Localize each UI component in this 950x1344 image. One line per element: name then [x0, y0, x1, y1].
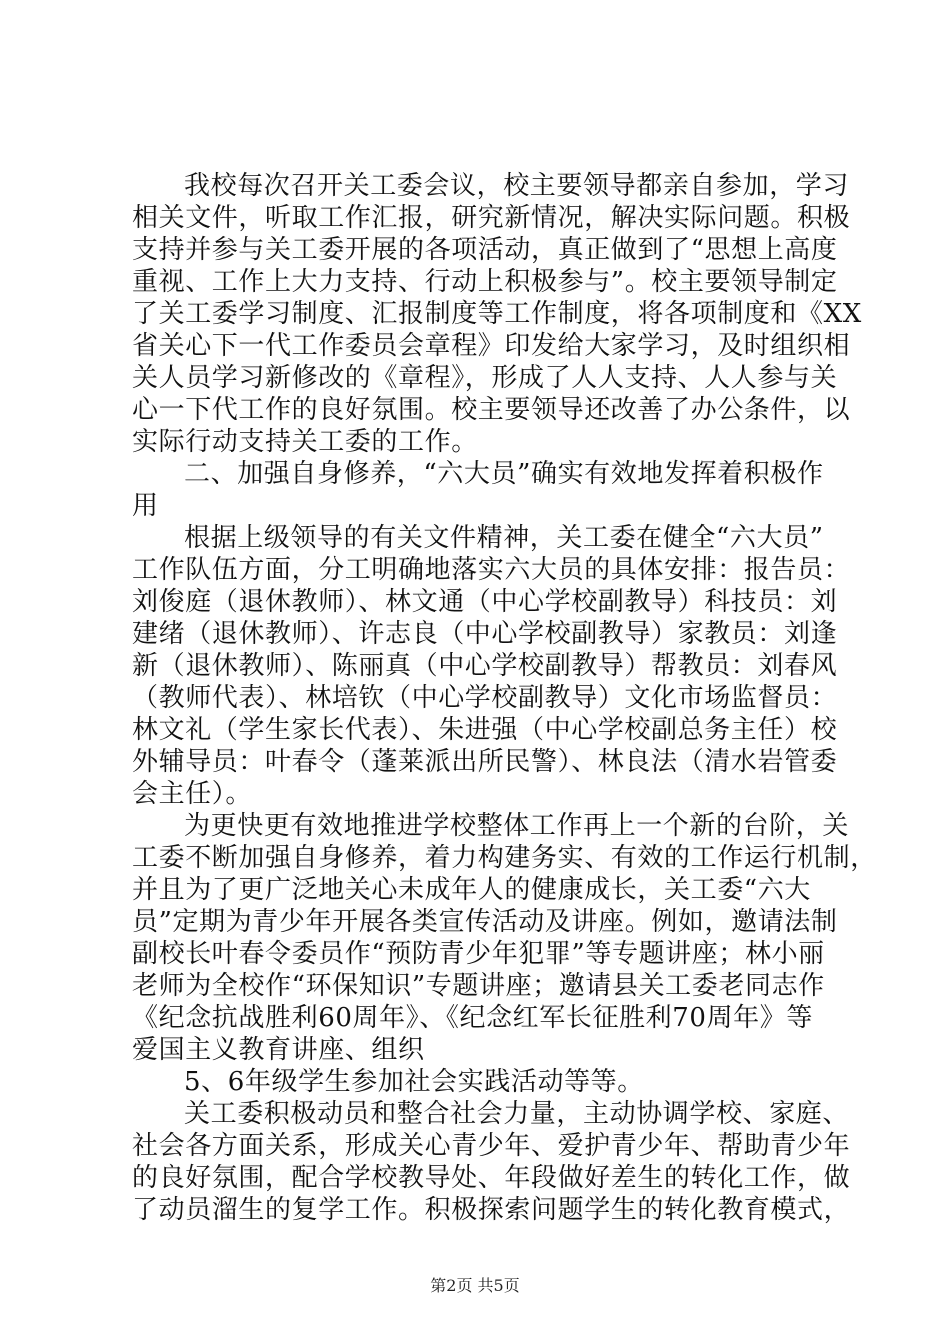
paragraph-line: 实际行动支持关工委的工作。	[132, 427, 478, 457]
section-heading: 二、加强自身修养，“六大员”确实有效地发挥着积极作	[184, 459, 824, 489]
paragraph-line: （教师代表）、林培钦（中心学校副教导）文化市场监督员：	[132, 683, 838, 713]
paragraph-line: 相关文件，听取工作汇报，研究新情况，解决实际问题。积极	[132, 203, 851, 233]
paragraph-line: 关工委积极动员和整合社会力量，主动协调学校、家庭、	[184, 1099, 850, 1129]
paragraph-line: 刘俊庭（退休教师）、林文通（中心学校副教导）科技员：刘	[132, 587, 838, 617]
document-body	[132, 170, 877, 1226]
paragraph-line: 外辅导员：叶春令（蓬莱派出所民警）、林良法（清水岩管委	[132, 747, 838, 777]
paragraph-line: 心一下代工作的良好氛围。校主要领导还改善了办公条件，以	[132, 395, 851, 425]
paragraph-line: 为更快更有效地推进学校整体工作再上一个新的台阶，关	[184, 811, 850, 841]
paragraph-line: 了动员溜生的复学工作。积极探索问题学生的转化教育模式，	[132, 1195, 851, 1225]
paragraph-line: 新（退休教师）、陈丽真（中心学校副教导）帮教员：刘春风	[132, 651, 838, 681]
paragraph-line: 建绪（退休教师）、许志良（中心学校副教导）家教员：刘逢	[132, 619, 838, 649]
paragraph-line: 5、6年级学生参加社会实践活动等等。	[184, 1067, 644, 1097]
paragraph-line: 支持并参与关工委开展的各项活动，真正做到了“思想上高度	[132, 235, 838, 265]
paragraph-line: 我校每次召开关工委会议，校主要领导都亲自参加，学习	[184, 171, 850, 201]
section-heading: 用	[132, 491, 159, 521]
paragraph-line: 老师为全校作“环保知识”专题讲座；邀请县关工委老同志作	[132, 971, 825, 1001]
paragraph-line: 副校长叶春令委员作“预防青少年犯罪”等专题讲座；林小丽	[132, 939, 825, 969]
paragraph-line: 了关工委学习制度、汇报制度等工作制度，将各项制度和《XX	[132, 299, 862, 329]
paragraph-line: 爱国主义教育讲座、组织	[132, 1035, 425, 1065]
paragraph-line: 会主任）。	[132, 779, 253, 809]
paragraph-line: 《纪念抗战胜利60周年》、《纪念红军长征胜利70周年》等	[132, 1003, 813, 1033]
paragraph-line: 工委不断加强自身修养，着力构建务实、有效的工作运行机制，	[132, 843, 877, 873]
page-number-footer: 第2页 共5页	[430, 1276, 520, 1295]
paragraph-line: 关人员学习新修改的《章程》，形成了人人支持、人人参与关	[132, 363, 838, 393]
paragraph-line: 社会各方面关系，形成关心青少年、爱护青少年、帮助青少年	[132, 1131, 851, 1161]
paragraph-line: 根据上级领导的有关文件精神，关工委在健全“六大员”	[184, 523, 824, 553]
paragraph-line: 的良好氛围，配合学校教导处、年段做好差生的转化工作，做	[132, 1163, 851, 1193]
paragraph-line: 员”定期为青少年开展各类宣传活动及讲座。例如，邀请法制	[132, 907, 838, 937]
paragraph-line: 重视、工作上大力支持、行动上积极参与”。校主要领导制定	[132, 267, 838, 297]
paragraph-line: 省关心下一代工作委员会章程》印发给大家学习，及时组织相	[132, 331, 851, 361]
paragraph-line: 并且为了更广泛地关心未成年人的健康成长，关工委“六大	[132, 875, 811, 905]
paragraph-line: 工作队伍方面，分工明确地落实六大员的具体安排：报告员：	[132, 555, 851, 585]
paragraph-line: 林文礼（学生家长代表）、朱进强（中心学校副总务主任）校	[132, 715, 838, 745]
